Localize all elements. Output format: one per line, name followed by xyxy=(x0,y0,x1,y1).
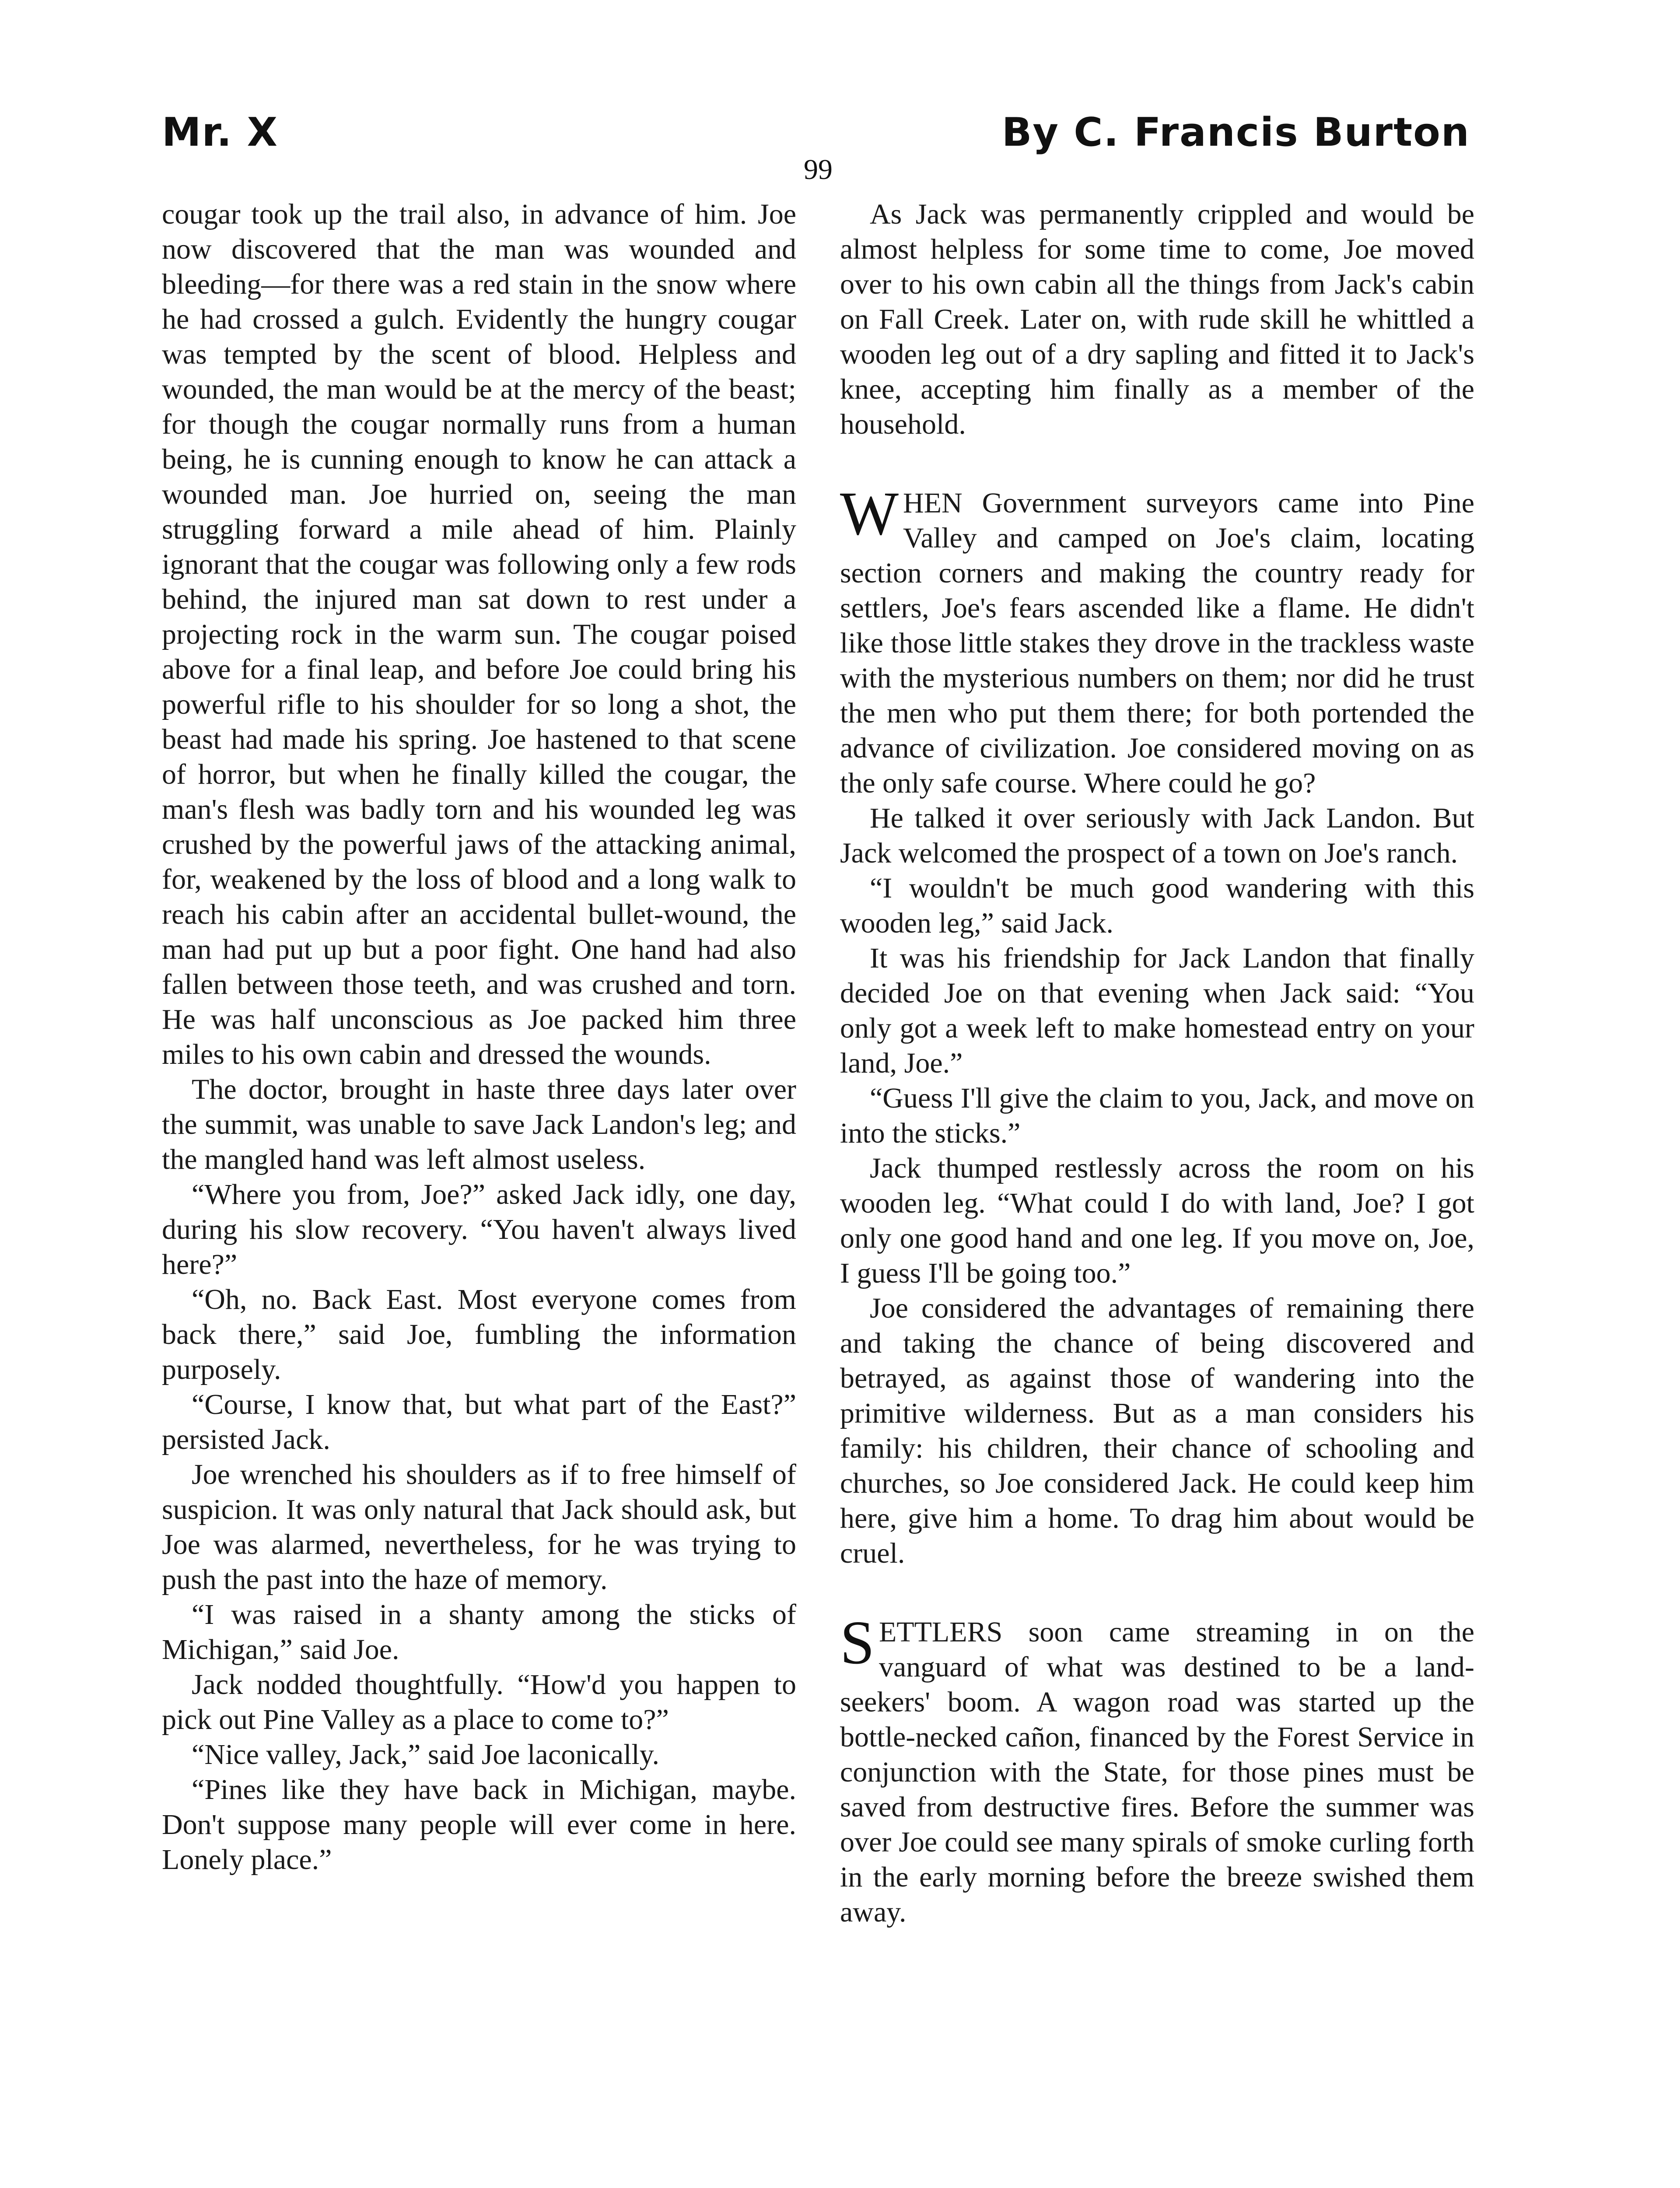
paragraph: Jack nodded thoughtfully. “How'd you happen to pick out Pine Valley as a place to come to?” xyxy=(162,1669,796,1736)
paragraph: “Nice valley, Jack,” said Joe laconically. xyxy=(192,1739,659,1771)
paragraph: “I wouldn't be much good wandering with this wooden leg,” said Jack. xyxy=(840,872,1474,939)
paragraph: “Guess I'll give the claim to you, Jack, and move on into the sticks.” xyxy=(840,1082,1474,1149)
paragraph: He talked it over seriously with Jack Landon. But Jack welcomed the prospect of a town on Joe's ranch. xyxy=(840,802,1474,869)
drop-cap: S xyxy=(840,1608,875,1677)
paragraph: cougar took up the trail also, in advance of him. Joe now discovered that the man was wounded and bleeding—for there was a red stain in the snow where he had crossed a gulch. Evidently the hungry cougar was tempted by the scent of blood. Helpless and wounded, the man would be at the mercy of the beast; for though the cougar normally runs from a human being, he is cunning enough to know he can attack a wounded man. Joe hurried on, seeing the man struggling forward a mile ahead of him. Plainly ignorant that the cougar was following only a few rods behind, the injured man sat down to rest under a projecting rock in the warm sun. The cougar poised above for a final leap, and before Joe could bring his powerful rifle to his shoulder for so long a shot, the beast had made his spring. Joe hastened to that scene of horror, but when he finally killed the cougar, the man's flesh was badly torn and his wounded leg was crushed by the powerful jaws of the attacking animal, for, weakened by the loss of blood and a long walk to reach his cabin after an accidental bullet-wound, the man had put up but a poor fight. One hand had also fallen between those teeth, and was crushed and torn. He was half unconscious as Joe packed him three miles to his own cabin and dressed the wounds. xyxy=(162,198,796,1070)
paragraph: Joe considered the advantages of remaining there and taking the chance of being discovered and betrayed, as against those of wandering into the primitive wilderness. But as a man considers his family: his children, their chance of schooling and churches, so Joe considered Jack. He could keep him here, give him a home. To drag him about would be cruel. xyxy=(840,1292,1474,1569)
paragraph: “Course, I know that, but what part of the East?” persisted Jack. xyxy=(162,1389,796,1455)
section-break xyxy=(840,1571,1474,1615)
paragraph: The doctor, brought in haste three days later over the summit, was unable to save Jack Landon's leg; and the mangled hand was left almost useless. xyxy=(162,1073,796,1175)
author-byline: By C. Francis Burton xyxy=(1001,109,1470,155)
paragraph: As Jack was permanently crippled and would be almost helpless for some time to come, Joe moved over to his own cabin all the things from Jack's cabin on Fall Creek. Later on, with rude skill he whittled a wooden leg out of a dry sapling and fitted it to Jack's knee, accepting him finally as a member of the household. xyxy=(840,198,1474,440)
section-opening xyxy=(840,479,1474,801)
paragraph: It was his friendship for Jack Landon that finally decided Joe on that evening when Jack said: “You only got a week left to make homestead entry on your land, Joe.” xyxy=(840,942,1474,1079)
paragraph: “Pines like they have back in Michigan, maybe. Don't suppose many people will ever come in here. Lonely place.” xyxy=(162,1774,796,1876)
drop-cap: W xyxy=(840,479,899,548)
section-break xyxy=(840,442,1474,486)
paragraph: Joe wrenched his shoulders as if to free himself of suspicion. It was only natural that Jack should ask, but Joe was alarmed, nevertheless, for he was trying to push the past into the haze of memory. xyxy=(162,1459,796,1595)
right-column xyxy=(840,197,1474,1930)
paragraph: “Where you from, Joe?” asked Jack idly, one day, during his slow recovery. “You haven't always lived here?” xyxy=(162,1178,796,1280)
paragraph: Jack thumped restlessly across the room on his wooden leg. “What could I do with land, Joe? I got only one good hand and one leg. If you move on, Joe, I guess I'll be going too.” xyxy=(840,1152,1474,1289)
paragraph: “I was raised in a shanty among the sticks of Michigan,” said Joe. xyxy=(162,1599,796,1666)
page-number: 99 xyxy=(804,154,833,186)
section-opening xyxy=(840,1608,1474,1930)
paragraph-text: HEN Government surveyors came into Pine Valley and camped on Joe's claim, locating section corners and making the country ready for settlers, Joe's fears ascended like a flame. He didn't like those little stakes they drove in the trackless waste with the mysterious numbers on them; nor did he trust the men who put them there; for both portended the advance of civilization. Joe considered moving on as the only safe course. Where could he go? xyxy=(840,487,1474,799)
paragraph: “Oh, no. Back East. Most everyone comes from back there,” said Joe, fumbling the information purposely. xyxy=(162,1283,796,1385)
left-column xyxy=(162,197,796,1877)
paragraph-text: ETTLERS soon came streaming in on the vanguard of what was destined to be a land-seekers' boom. A wagon road was started up the bottle-necked cañon, financed by the Forest Service in conjunction with the State, for those pines must be saved from destructive fires. Before the summer was over Joe could see many spirals of smoke curling forth in the early morning before the breeze swished them away. xyxy=(840,1616,1474,1928)
story-title: Mr. X xyxy=(162,109,279,155)
